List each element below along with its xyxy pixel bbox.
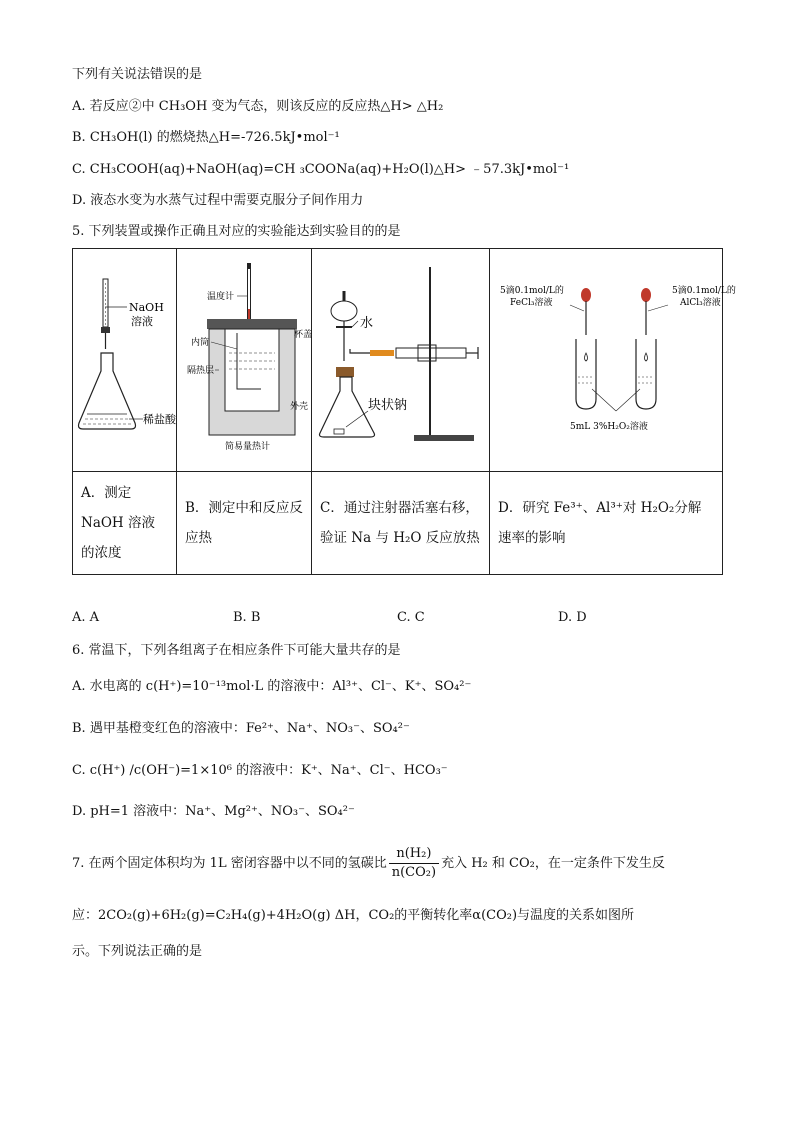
caption-d: D．研究 Fe³⁺、Al³⁺对 H₂O₂分解速率的影响: [490, 472, 723, 575]
figure-syringe: [312, 249, 490, 472]
caption-a: A．测定 NaOH 溶液的浓度: [73, 472, 177, 575]
q5-choice-b[interactable]: B. B: [233, 610, 261, 625]
q7-after-frac: 充入 H₂ 和 CO₂，在一定条件下发生反: [441, 856, 665, 871]
q4-option-a: A. 若反应②中 CH₃OH 变为气态，则该反应的反应热△H> △H₂: [72, 99, 444, 114]
q6-option-d: D. pH=1 溶液中：Na⁺、Mg²⁺、NO₃⁻、SO₄²⁻: [72, 804, 355, 819]
q4-option-d: D. 液态水变为水蒸气过程中需要克服分子间作用力: [72, 193, 364, 208]
label-h2o2: 5mL 3%H₂O₂溶液: [570, 422, 648, 432]
q7-lead: 7. 在两个固定体积均为 1L 密闭容器中以不同的氢碳比: [72, 856, 387, 871]
label-right-salt: AlCl₃溶液: [680, 298, 721, 308]
q4-option-c: C. CH₃COOH(aq)+NaOH(aq)=CH ₃COONa(aq)+H₂O(l)△H> ﹣57.3kJ•mol⁻¹: [72, 162, 570, 177]
q4-option-b: B. CH₃OH(l) 的燃烧热△H=-726.5kJ•mol⁻¹: [72, 130, 340, 145]
ratio-numerator: n(H₂): [389, 845, 439, 864]
hydrogen-carbon-ratio: [389, 845, 439, 882]
q5-choice-d[interactable]: D. D: [558, 610, 587, 625]
q5-apparatus-table: [72, 248, 736, 575]
q6-option-a: A. 水电离的 c(H⁺)=10⁻¹³mol·L 的溶液中：Al³⁺、Cl⁻、K⁺、SO₄²⁻: [72, 679, 472, 694]
q5-stem: 5. 下列装置或操作正确且对应的实验能达到实验目的的是: [72, 224, 401, 239]
q7-line-2: 应：2CO₂(g)+6H₂(g)=C₂H₄(g)+4H₂O(g) ΔH，CO₂的平衡转化率α(CO₂)与温度的关系如图所: [72, 908, 635, 923]
q6-option-b: B. 遇甲基橙变红色的溶液中：Fe²⁺、Na⁺、NO₃⁻、SO₄²⁻: [72, 721, 410, 736]
label-thermometer: 温度计: [207, 292, 235, 302]
label-insulation: 隔热层: [187, 366, 215, 376]
q7-line-3: 示。下列说法正确的是: [72, 944, 203, 959]
label-shell: 外壳: [290, 402, 309, 412]
intro-question: 下列有关说法错误的是: [72, 67, 203, 82]
figure-test-tubes: [490, 249, 736, 472]
label-lid: 杯盖: [294, 330, 313, 340]
label-water: 水: [360, 316, 374, 331]
ratio-denominator: n(CO₂): [391, 865, 437, 880]
q7-line-1: [72, 845, 665, 882]
q6-stem: 6. 常温下，下列各组离子在相应条件下可能大量共存的是: [72, 643, 401, 658]
label-solution: 溶液: [131, 315, 153, 328]
figure-calorimeter: [177, 249, 312, 472]
label-right-drop: 5滴0.1mol/L的: [672, 286, 736, 296]
caption-c: C．通过注射器活塞右移，验证 Na 与 H₂O 反应放热: [312, 472, 490, 575]
label-left-salt: FeCl₃溶液: [510, 298, 553, 308]
label-inner: 内筒: [191, 338, 210, 348]
label-left-drop: 5滴0.1mol/L的: [500, 286, 564, 296]
caption-b: B．测定中和反应反应热: [177, 472, 312, 575]
q5-choice-c[interactable]: C. C: [397, 610, 425, 625]
q6-option-c: C. c(H⁺) /c(OH⁻)=1×10⁶ 的溶液中：K⁺、Na⁺、Cl⁻、HCO₃⁻: [72, 763, 448, 778]
label-sodium: 块状钠: [368, 398, 408, 413]
label-acid: 稀盐酸: [143, 413, 176, 426]
figure-titration: [73, 249, 177, 472]
q5-choice-a[interactable]: A. A: [72, 610, 100, 625]
calorimeter-caption: 简易量热计: [225, 442, 271, 452]
label-naoh: NaOH: [129, 301, 164, 314]
